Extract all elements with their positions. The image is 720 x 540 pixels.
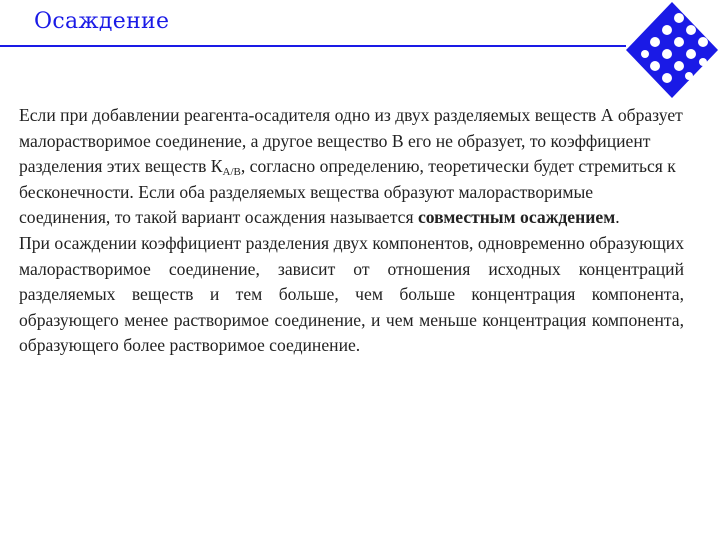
- coefficient-subscript: A/B: [222, 166, 241, 179]
- paragraph-text-start: Если при добавлении реагента-осадителя одно из двух разделяемых веществ А образует малорастворимое соединение, а другое вещество В его не образует, то коэффициент разделения этих веществ К: [19, 105, 683, 177]
- paragraph-text-middle: , согласно определению, теоретически будет стремиться к бесконечности. Если оба разделяемых вещества образуют малорастворимые соединения, то такой вариант осаждения называется: [19, 156, 676, 228]
- slide-title: Осаждение: [34, 9, 170, 34]
- paragraph-definition: [19, 103, 684, 231]
- paragraph-text-end: .: [615, 207, 620, 228]
- title-underline: [0, 45, 626, 47]
- term-coprecipitation: совместным осаждением: [417, 207, 616, 228]
- diamond-bubbles-logo-icon: [623, 0, 720, 100]
- paragraph-dependence: При осаждении коэффициент разделения двух компонентов, одновременно образующих малорастворимое соединение, зависит от отношения исходных концентраций разделяемых веществ и тем больше, чем больше концентрация компонента, образующего менее растворимое соединение, и чем меньше концентрация компонента, образующего более растворимое соединение.: [19, 232, 684, 356]
- slide-body: [19, 103, 684, 359]
